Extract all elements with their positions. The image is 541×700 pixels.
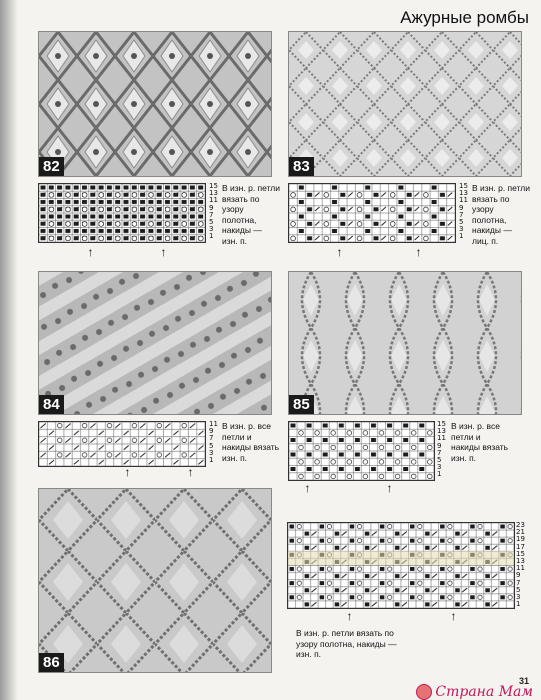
arrow-up-icon: ↑: [87, 245, 94, 259]
lace-texture: [39, 272, 271, 414]
watermark-text: Страна Мам: [435, 684, 533, 700]
stitch-chart-grid: [39, 184, 205, 242]
pattern-83-note: В изн. р. петли вязать по узору полотна, накиды — лиц. п.: [472, 183, 531, 246]
row-numbers: 15 13 11 9 7 5 3 1: [209, 182, 218, 241]
page-number: 31: [518, 676, 529, 686]
pattern-84-chart: [38, 421, 206, 467]
pattern-83-chart: [288, 183, 456, 243]
arrow-up-icon: ↑: [386, 481, 393, 495]
pattern-86-chart: [287, 522, 515, 609]
pattern-82-note: В изн. р. петли вязать по узору полотна, накиды — изн. п.: [222, 183, 281, 246]
stitch-chart-grid: [289, 422, 434, 480]
pattern-number: 84: [39, 395, 64, 414]
pattern-85-note: В изн. р. все петли и накиды вязать изн. п.: [451, 421, 509, 463]
page-title: Ажурные ромбы: [400, 8, 529, 27]
arrow-up-icon: ↑: [415, 245, 422, 259]
lace-texture: [289, 272, 521, 414]
site-watermark: [416, 684, 533, 700]
pattern-82-chart: [38, 183, 206, 243]
arrow-up-icon: ↑: [124, 465, 131, 479]
pattern-85-chart: [288, 421, 435, 481]
stitch-chart-grid: [289, 184, 455, 242]
pattern-84-note: В изн. р. все петли и накиды вязать изн. п.: [222, 421, 280, 463]
arrow-up-icon: ↑: [450, 609, 457, 623]
row-numbers: 15 13 11 9 7 5 3 1: [459, 182, 468, 241]
arrow-up-icon: ↑: [336, 245, 343, 259]
stitch-chart-grid: [39, 422, 205, 466]
arrow-up-icon: ↑: [346, 609, 353, 623]
matryoshka-icon: [416, 684, 432, 700]
row-numbers: 11 9 7 5 3 1: [209, 420, 218, 464]
row-numbers: 23 21 19 17 15 13 11 9 7 5 3 1: [516, 521, 525, 609]
pattern-85-photo: [288, 271, 522, 415]
row-numbers: 15 13 11 9 7 5 3 1: [437, 420, 446, 479]
pattern-82-photo: [38, 31, 272, 177]
pattern-86-photo: [38, 488, 272, 673]
pattern-number: 83: [289, 157, 314, 176]
arrow-up-icon: ↑: [187, 465, 194, 479]
pattern-83-photo: [288, 31, 522, 177]
stitch-chart-grid: [288, 523, 514, 608]
lace-texture: [39, 489, 271, 672]
pattern-84-photo: [38, 271, 272, 415]
book-spine-shadow: [0, 0, 18, 700]
pattern-86-note: В изн. р. петли вязать по узору полотна, накиды — изн. п.: [296, 628, 397, 659]
pattern-number: 86: [39, 653, 64, 672]
lace-texture: [289, 32, 521, 176]
pattern-number: 85: [289, 395, 314, 414]
lace-texture: [39, 32, 271, 176]
pattern-number: 82: [39, 157, 64, 176]
arrow-up-icon: ↑: [160, 245, 167, 259]
arrow-up-icon: ↑: [304, 481, 311, 495]
